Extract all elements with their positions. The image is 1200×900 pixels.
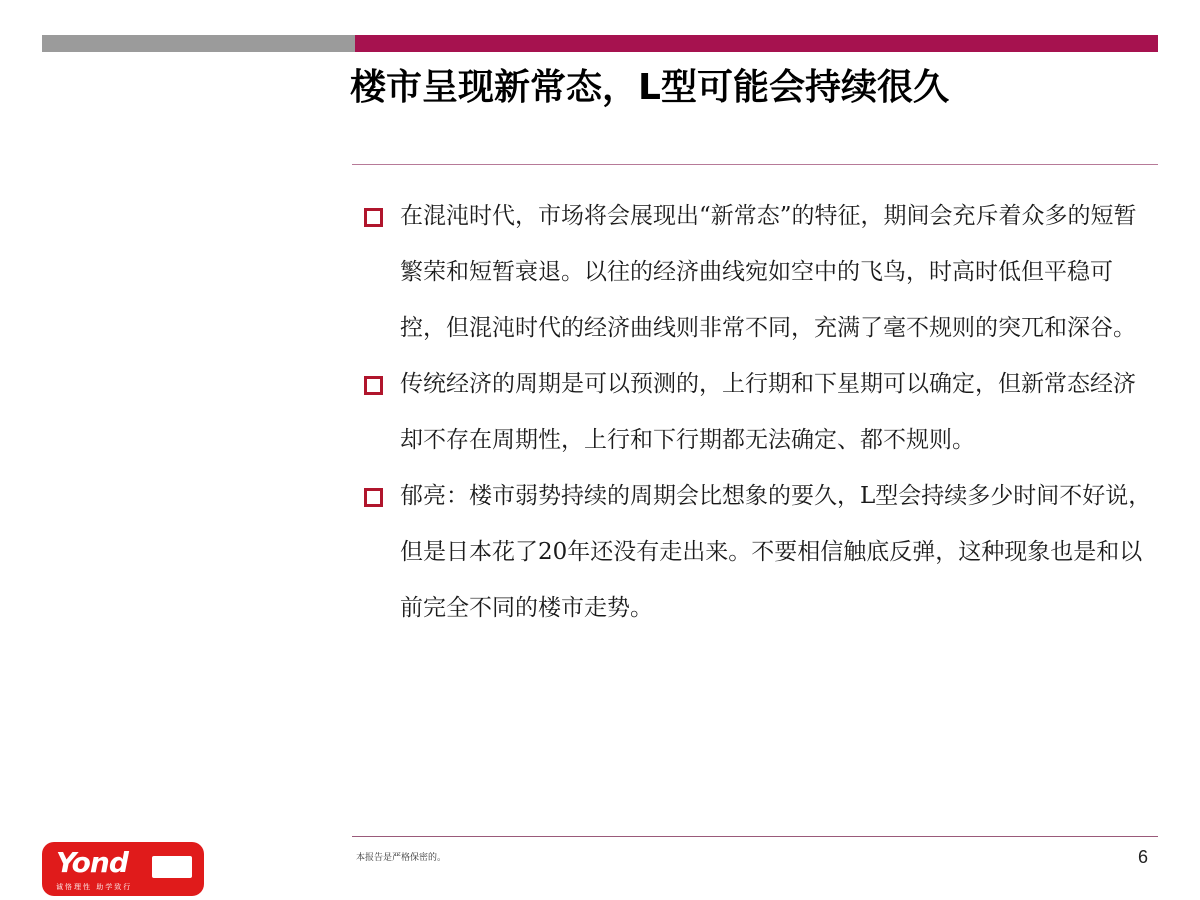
bullet-item bbox=[362, 468, 1152, 636]
logo-tagline: 诚恪理性 助学致行 bbox=[56, 883, 133, 891]
footer-divider bbox=[352, 836, 1158, 837]
company-logo bbox=[42, 842, 204, 896]
bullet-item bbox=[362, 188, 1152, 356]
title-divider bbox=[352, 164, 1158, 165]
bullet-text: 在混沌时代，市场将会展现出“新常态”的特征，期间会充斥着众多的短暂繁荣和短暂衰退。以往的经济曲线宛如空中的飞鸟，时高时低但平稳可控，但混沌时代的经济曲线则非常不同，充满了毫不规则的突兀和深谷。 bbox=[400, 203, 1137, 341]
bullet-list bbox=[362, 188, 1152, 636]
header-bar-gray bbox=[42, 35, 355, 52]
bullet-item bbox=[362, 356, 1152, 468]
confidentiality-note: 本报告是严格保密的。 bbox=[356, 853, 447, 863]
slide-title: 楼市呈现新常态，L型可能会持续很久 bbox=[350, 67, 949, 108]
square-bullet-icon bbox=[364, 376, 383, 395]
logo-badge bbox=[152, 856, 192, 878]
bullet-text: 传统经济的周期是可以预测的，上行期和下星期可以确定，但新常态经济却不存在周期性，上行和下行期都无法确定、都不规则。 bbox=[400, 371, 1136, 453]
square-bullet-icon bbox=[364, 208, 383, 227]
logo-wordmark: Yond bbox=[56, 846, 128, 879]
square-bullet-icon bbox=[364, 488, 383, 507]
page-number: 6 bbox=[1138, 847, 1149, 867]
bullet-text: 郁亮：楼市弱势持续的周期会比想象的要久，L型会持续多少时间不好说，但是日本花了20年还没有走出来。不要相信触底反弹，这种现象也是和以前完全不同的楼市走势。 bbox=[400, 483, 1152, 621]
header-bar-accent bbox=[355, 35, 1158, 52]
